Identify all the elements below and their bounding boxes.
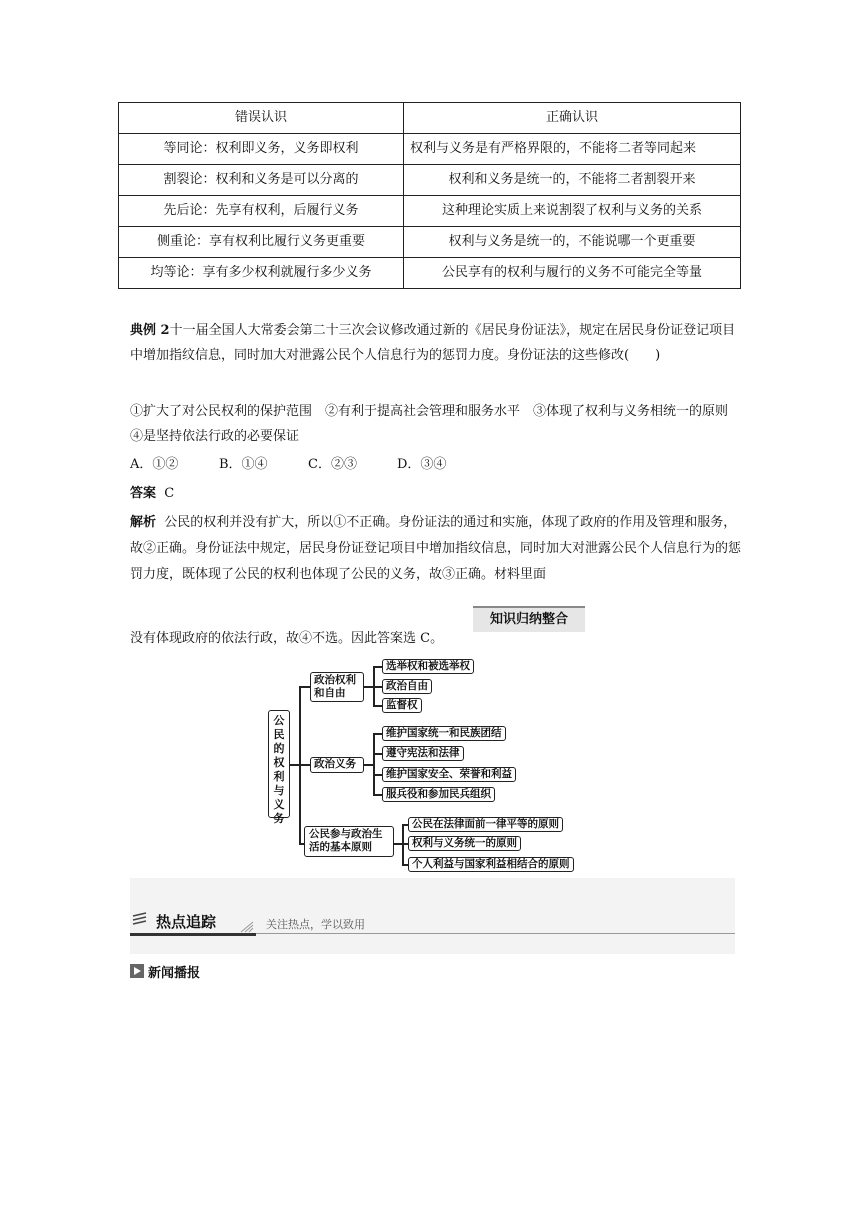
play-icon bbox=[130, 963, 144, 982]
branch-rights: 政治权利和自由 bbox=[310, 672, 364, 702]
answer-line bbox=[130, 481, 742, 506]
connector bbox=[373, 686, 382, 688]
table-cell: 权利与义务是统一的，不能说哪一个更重要 bbox=[404, 227, 741, 258]
connector bbox=[373, 705, 382, 707]
leaf: 维护国家安全、荣誉和利益 bbox=[382, 767, 516, 782]
option-b: B．①④ bbox=[219, 457, 268, 472]
branch-duties: 政治义务 bbox=[310, 757, 364, 773]
leaf: 个人利益与国家利益相结合的原则 bbox=[408, 857, 574, 872]
table-row bbox=[119, 196, 741, 227]
analysis-text: 公民的权利并没有扩大，所以①不正确。身份证法的通过和实施，体现了政府的作用及管理和服务，故②正确。身份证法中规定，居民身份证登记项目中增加指纹信息，同时加大对泄露公民个人信息行为的惩罚力度，既体现了公民的权利也体现了公民的义务，故③正确。材料里面 bbox=[130, 515, 742, 582]
analysis-end: 没有体现政府的依法行政，故④不选。因此答案选 C。 bbox=[130, 631, 444, 646]
connector bbox=[402, 824, 404, 865]
table-cell: 权利和义务是统一的，不能将二者割裂开来 bbox=[404, 165, 741, 196]
table-cell: 割裂论：权利和义务是可以分离的 bbox=[119, 165, 404, 196]
analysis bbox=[130, 510, 742, 588]
leaf: 公民在法律面前一律平等的原则 bbox=[408, 817, 563, 832]
leaf: 监督权 bbox=[382, 698, 422, 713]
answer-value: C bbox=[164, 486, 175, 501]
hot-section-bar bbox=[130, 878, 735, 954]
table-cell: 这种理论实质上来说割裂了权利与义务的关系 bbox=[404, 196, 741, 227]
table-cell: 先后论：先享有权利，后履行义务 bbox=[119, 196, 404, 227]
hot-subtitle: 关注热点，学以致用 bbox=[266, 918, 365, 931]
connector bbox=[373, 666, 382, 668]
table-cell: 侧重论：享有权利比履行义务更重要 bbox=[119, 227, 404, 258]
connector bbox=[373, 774, 382, 776]
option-c: C．②③ bbox=[308, 457, 357, 472]
option-a: A．①② bbox=[130, 457, 179, 472]
table-cell: 公民享有的权利与履行的义务不可能完全等量 bbox=[404, 258, 741, 289]
leaf: 政治自由 bbox=[382, 679, 432, 694]
hot-title: 热点追踪 bbox=[156, 913, 217, 931]
leaf: 选举权和被选举权 bbox=[382, 659, 474, 674]
news-title: 新闻播报 bbox=[148, 966, 201, 981]
header-wrong: 错误认识 bbox=[119, 103, 404, 134]
example-statements: ①扩大了对公民权利的保护范围 ②有利于提高社会管理和服务水平 ③体现了权利与义务相统一的原则 ④是坚持依法行政的必要保证 bbox=[130, 404, 742, 444]
leaf: 遵守宪法和法律 bbox=[382, 746, 464, 761]
option-d: D．③④ bbox=[397, 457, 447, 472]
connector bbox=[299, 764, 310, 766]
mindmap-root: 公民的权利与义务 bbox=[268, 710, 290, 818]
corner-icon bbox=[240, 918, 254, 937]
stripes-icon bbox=[132, 912, 148, 932]
table-row bbox=[119, 134, 741, 165]
connector bbox=[373, 794, 382, 796]
table-cell: 等同论：权利即义务，义务即权利 bbox=[119, 134, 404, 165]
table-row bbox=[119, 227, 741, 258]
example-stem bbox=[130, 318, 742, 368]
table-cell: 权利与义务是有严格界限的，不能将二者等同起来 bbox=[404, 134, 741, 165]
example-stem-text: 十一届全国人大常委会第二十三次会议修改通过新的《居民身份证法》，规定在居民身份证登记项目中增加指纹信息，同时加大对泄露公民个人信息行为的惩罚力度。身份证法的这些修改( ) bbox=[130, 323, 736, 363]
connector bbox=[299, 686, 310, 688]
comparison-table bbox=[118, 102, 741, 289]
example-options bbox=[130, 452, 742, 477]
analysis-label: 解析 bbox=[130, 515, 157, 530]
example-label: 典例 2 bbox=[130, 323, 170, 338]
connector bbox=[373, 733, 375, 795]
answer-label: 答案 bbox=[130, 486, 157, 501]
header-right: 正确认识 bbox=[404, 103, 741, 134]
branch-principles: 公民参与政治生活的基本原则 bbox=[304, 826, 394, 857]
leaf: 权利与义务统一的原则 bbox=[408, 836, 521, 851]
table-cell: 均等论：享有多少权利就履行多少义务 bbox=[119, 258, 404, 289]
section-title: 知识归纳整合 bbox=[473, 606, 585, 632]
leaf: 服兵役和参加民兵组织 bbox=[382, 787, 495, 802]
table-header-row bbox=[119, 103, 741, 134]
connector bbox=[373, 733, 382, 735]
connector bbox=[373, 753, 382, 755]
table-row bbox=[119, 165, 741, 196]
leaf: 维护国家统一和民族团结 bbox=[382, 726, 506, 741]
table-row bbox=[119, 258, 741, 289]
divider bbox=[130, 933, 256, 936]
